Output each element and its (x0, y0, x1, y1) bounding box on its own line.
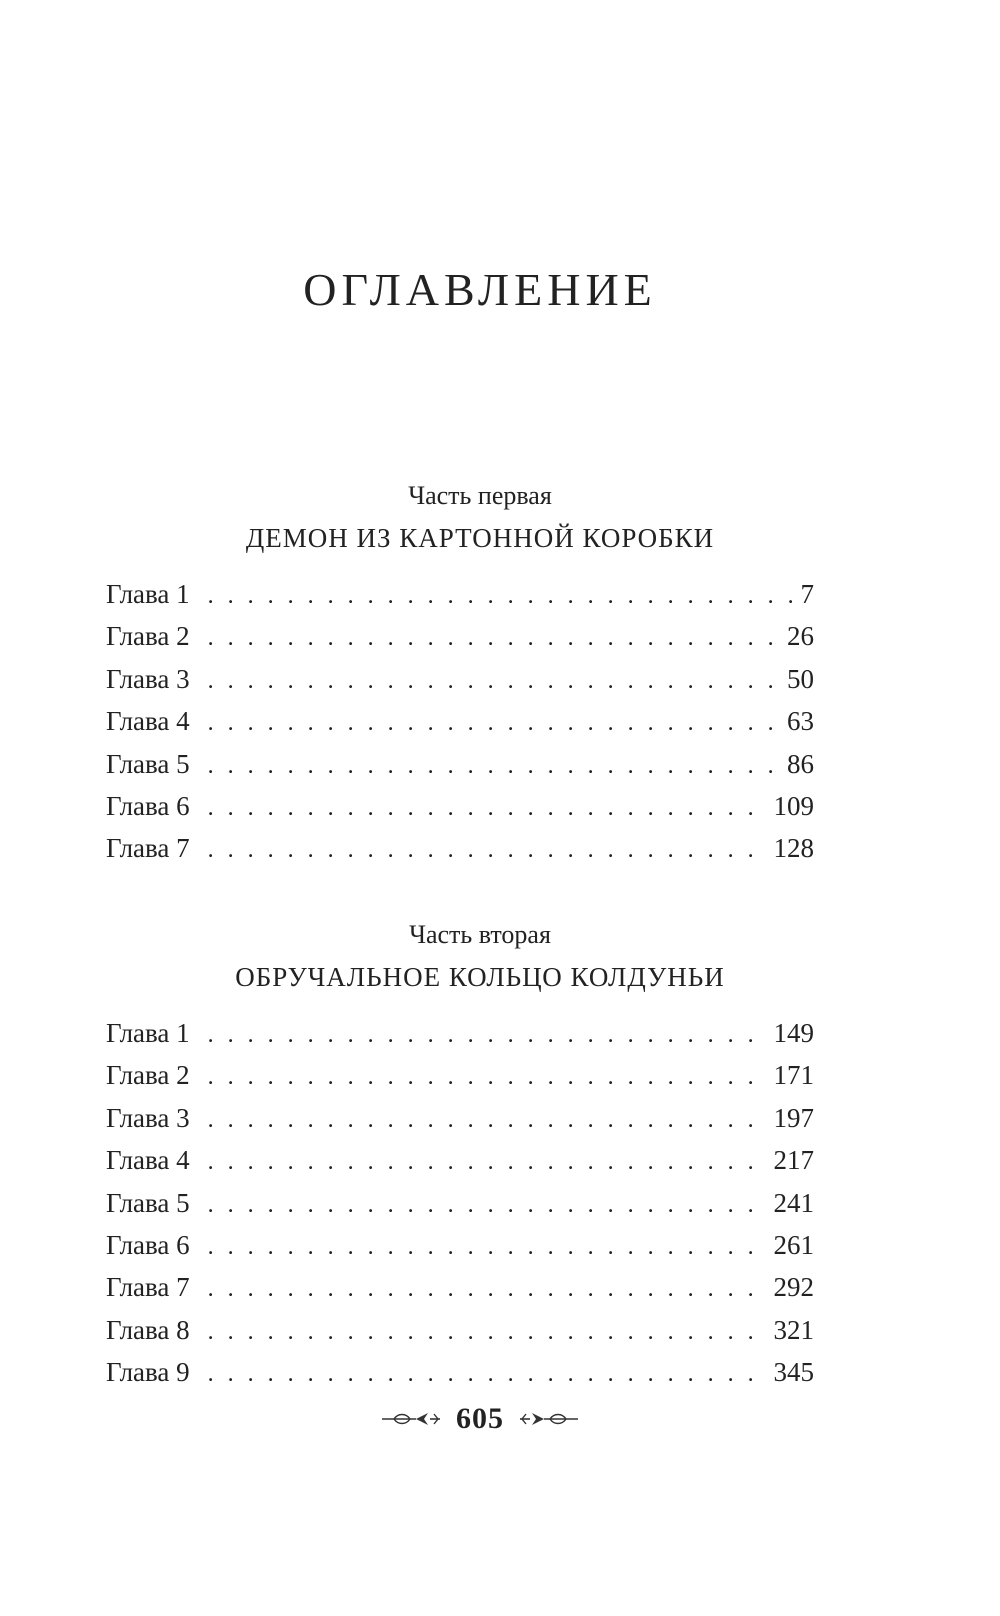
chapter-label: Глава 7 (106, 833, 190, 864)
chapter-page: 292 (773, 1272, 814, 1303)
chapter-label: Глава 5 (106, 748, 190, 779)
toc-row[interactable] (106, 573, 814, 615)
chapter-label: Глава 4 (106, 1145, 190, 1176)
toc-row[interactable] (106, 743, 814, 785)
part-name: ОБРУЧАЛЬНОЕ КОЛЬЦО КОЛДУНЬИ (235, 962, 725, 992)
chapter-page: 63 (787, 706, 814, 737)
dot-leader (208, 1099, 768, 1141)
chapter-page: 86 (787, 748, 814, 779)
chapter-page: 171 (773, 1060, 814, 1091)
chapter-label: Глава 6 (106, 790, 190, 821)
toc-row[interactable] (106, 658, 814, 700)
part-two-heading (0, 915, 960, 999)
dot-leader (208, 1014, 768, 1056)
chapter-page: 197 (773, 1102, 814, 1133)
dot-leader (208, 702, 781, 744)
toc-row[interactable] (106, 1182, 814, 1224)
chapter-label: Глава 8 (106, 1314, 190, 1345)
part-one-heading (0, 476, 960, 560)
page-number: 605 (456, 1402, 504, 1435)
chapter-label: Глава 4 (106, 706, 190, 737)
dot-leader (208, 787, 768, 829)
dot-leader (208, 1056, 768, 1098)
dot-leader (208, 1141, 768, 1183)
part-name: ДЕМОН ИЗ КАРТОННОЙ КОРОБКИ (245, 523, 715, 553)
dot-leader (208, 617, 781, 659)
chapter-page: 321 (773, 1314, 814, 1345)
chapter-label: Глава 7 (106, 1272, 190, 1303)
part-label: Часть вторая (409, 920, 551, 949)
chapter-label: Глава 2 (106, 621, 190, 652)
chapter-page: 345 (773, 1357, 814, 1388)
chapter-page: 109 (773, 790, 814, 821)
dot-leader (208, 1226, 768, 1268)
toc-row[interactable] (106, 1266, 814, 1308)
dot-leader (208, 1353, 768, 1395)
toc-row[interactable] (106, 700, 814, 742)
dot-leader (208, 1268, 768, 1310)
toc-row[interactable] (106, 1224, 814, 1266)
dot-leader (208, 575, 795, 617)
toc-row[interactable] (106, 1351, 814, 1393)
toc-row[interactable] (106, 785, 814, 827)
dot-leader (208, 745, 781, 787)
chapter-page: 261 (773, 1229, 814, 1260)
flourish-icon (518, 1409, 580, 1429)
chapter-label: Глава 5 (106, 1187, 190, 1218)
part-label: Часть первая (408, 481, 552, 510)
toc-part-two (106, 1012, 814, 1394)
toc-row[interactable] (106, 1139, 814, 1181)
toc-row[interactable] (106, 1054, 814, 1096)
chapter-label: Глава 9 (106, 1357, 190, 1388)
toc-row[interactable] (106, 1012, 814, 1054)
dot-leader (208, 1311, 768, 1353)
page-title: ОГЛАВЛЕНИЕ (303, 264, 657, 315)
toc-row[interactable] (106, 1309, 814, 1351)
toc-row[interactable] (106, 1097, 814, 1139)
page-footer (0, 1402, 960, 1436)
dot-leader (208, 660, 781, 702)
chapter-page: 217 (773, 1145, 814, 1176)
chapter-page: 128 (773, 833, 814, 864)
chapter-page: 241 (773, 1187, 814, 1218)
dot-leader (208, 829, 768, 871)
chapter-label: Глава 2 (106, 1060, 190, 1091)
chapter-page: 50 (787, 663, 814, 694)
chapter-label: Глава 3 (106, 663, 190, 694)
toc-part-one (106, 573, 814, 870)
flourish-icon (380, 1409, 442, 1429)
toc-row[interactable] (106, 827, 814, 869)
chapter-label: Глава 3 (106, 1102, 190, 1133)
chapter-page: 26 (787, 621, 814, 652)
chapter-label: Глава 6 (106, 1229, 190, 1260)
chapter-page: 7 (800, 579, 814, 609)
dot-leader (208, 1184, 768, 1226)
toc-row[interactable] (106, 615, 814, 657)
chapter-label: Глава 1 (106, 1018, 190, 1048)
chapter-label: Глава 1 (106, 579, 190, 609)
chapter-page: 149 (773, 1018, 814, 1048)
